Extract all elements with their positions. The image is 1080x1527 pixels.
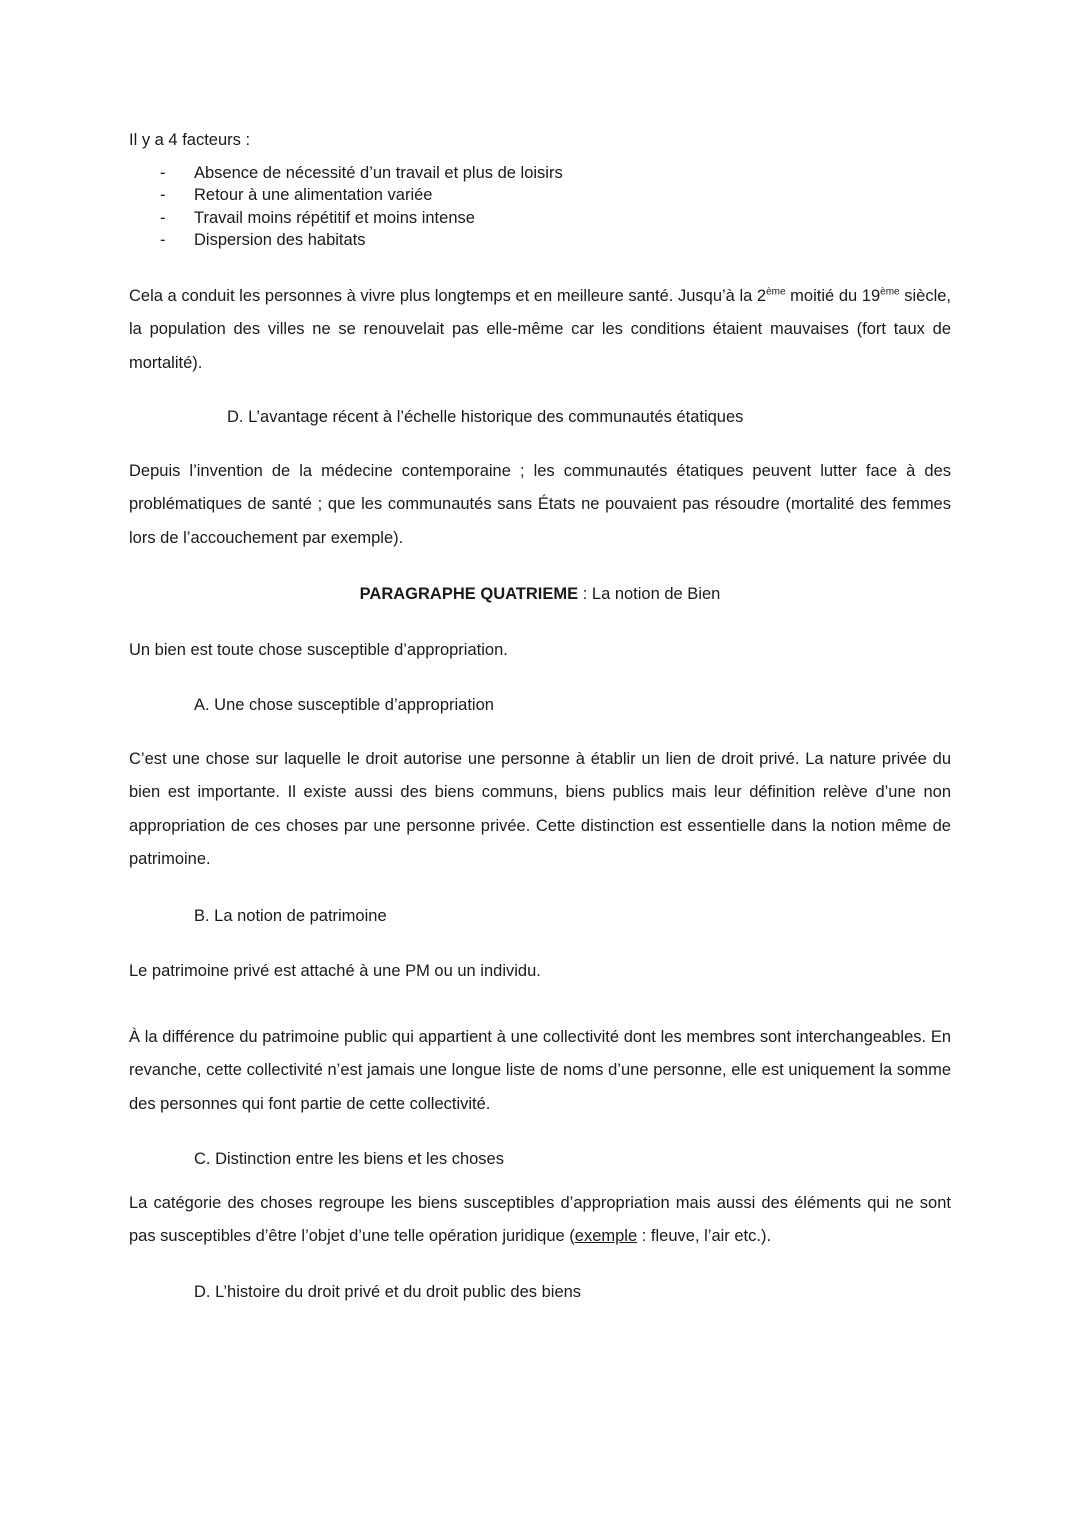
list-item (160, 229, 563, 251)
heading-d-history: D. L’histoire du droit privé et du droit public des biens (194, 1283, 582, 1301)
list-item-text: Retour à une alimentation variée (194, 186, 433, 205)
superscript: ème (766, 286, 786, 298)
bullet-dash: - (160, 164, 166, 182)
bullet-dash: - (160, 231, 166, 250)
paragraph-private-patrimony: Le patrimoine privé est attaché à une PM ou un individu. (129, 962, 541, 980)
paragraph-appropriation: C’est une chose sur laquelle le droit autorise une personne à établir un lien de droit privé. La nature privée du bien est importante. Il existe aussi des biens communs, biens publics mais leur définition relève d’une non appropriation de ces choses par une personne privée. Cette distinction est essentielle dans la notion même de patrimoine. (129, 750, 951, 869)
list-item (160, 207, 563, 229)
list-item-text: Absence de nécessité d’un travail et plus de loisirs (194, 164, 563, 182)
list-item (160, 184, 563, 206)
intro-text: Il y a 4 facteurs : (129, 131, 251, 149)
paragraph-medicine: Depuis l’invention de la médecine contemporaine ; les communautés étatiques peuvent lutter face à des problématiques de santé ; que les communautés sans États ne pouvaient pas résoudre (mortalité des femmes lors de l’accouchement par exemple). (129, 462, 951, 547)
heading-a: A. Une chose susceptible d’appropriation (194, 696, 494, 714)
paragraph-life-expectancy: Cela a conduit les personnes à vivre plus longtemps et en meilleure santé. Jusqu’à la 2ème moitié du 19ème siècle, la population des villes ne se renouvelait pas elle-même car les conditions étaient mauvaises (fort taux de mortalité). (129, 286, 952, 372)
bullet-dash: - (160, 208, 166, 227)
heading-b: B. La notion de patrimoine (194, 907, 387, 925)
superscript: ème (880, 286, 900, 298)
paragraph-things: La catégorie des choses regroupe les biens susceptibles d’appropriation mais aussi des éléments qui ne sont pas susceptibles d’être l’objet d’une telle opération juridique (exemple : fleuve, l’air etc.). (129, 1194, 951, 1246)
heading-c: C. Distinction entre les biens et les choses (194, 1150, 504, 1168)
factor-list (160, 162, 563, 252)
heading-d-state-advantage: D. L’avantage récent à l’échelle historique des communautés étatiques (227, 408, 744, 426)
list-item-text: Travail moins répétitif et moins intense (194, 208, 475, 227)
section-title: PARAGRAPHE QUATRIEME : La notion de Bien (359, 585, 721, 603)
paragraph-bien-definition: Un bien est toute chose susceptible d’appropriation. (129, 641, 508, 659)
underlined-word: exemple (574, 1227, 638, 1246)
list-item (160, 162, 563, 184)
bullet-dash: - (160, 186, 166, 205)
list-item-text: Dispersion des habitats (194, 231, 366, 250)
paragraph-public-patrimony: À la différence du patrimoine public qui appartient à une collectivité dont les membres sont interchangeables. En revanche, cette collectivité n’est jamais une longue liste de noms d’une personne, elle est uniquement la somme des personnes qui font partie de cette collectivité. (129, 1028, 951, 1113)
